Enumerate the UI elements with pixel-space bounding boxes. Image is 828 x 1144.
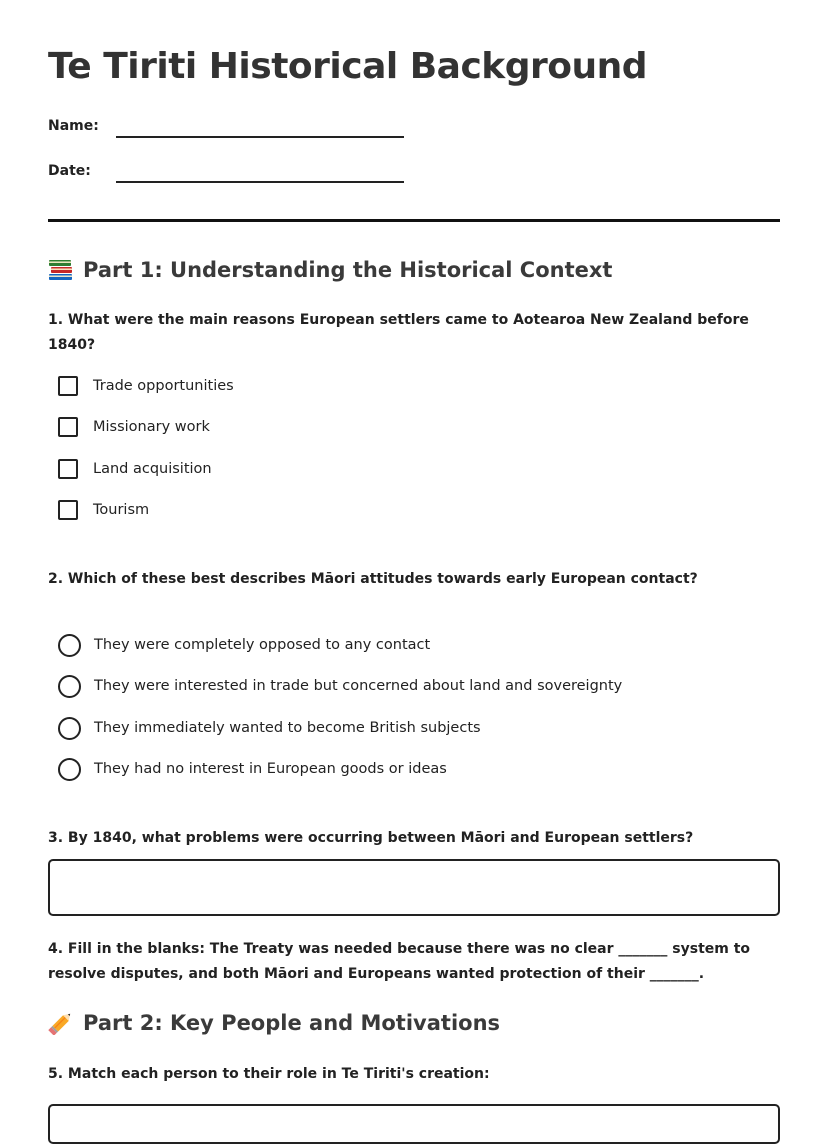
part1-heading-text: Part 1: Understanding the Historical Context bbox=[83, 258, 613, 282]
q1-option-2-label: Missionary work bbox=[93, 419, 210, 435]
q2-option-4-label: They had no interest in European goods or ideas bbox=[94, 761, 447, 777]
question-3: 3. By 1840, what problems were occurring between Māori and European settlers? bbox=[48, 830, 694, 846]
pencil-icon bbox=[48, 1011, 74, 1035]
part1-heading bbox=[48, 258, 612, 282]
radio-button[interactable] bbox=[58, 675, 81, 698]
q1-option-3[interactable] bbox=[58, 457, 212, 481]
question-1: 1. What were the main reasons European settlers came to Aotearoa New Zealand before 1840? bbox=[48, 312, 749, 353]
date-input-line[interactable] bbox=[116, 181, 404, 183]
q2-option-1[interactable] bbox=[58, 633, 430, 657]
part2-heading bbox=[48, 1011, 500, 1035]
q2-option-4[interactable] bbox=[58, 757, 447, 781]
q2-option-3[interactable] bbox=[58, 716, 481, 740]
q1-option-1-label: Trade opportunities bbox=[93, 378, 234, 394]
radio-button[interactable] bbox=[58, 634, 81, 657]
name-input-line[interactable] bbox=[116, 136, 404, 138]
header-divider bbox=[48, 219, 780, 222]
question-4: 4. Fill in the blanks: The Treaty was needed because there was no clear _______ system to resolve disputes, and both Māori and Europeans wanted protection of their _______. bbox=[48, 941, 751, 982]
q1-option-1[interactable] bbox=[58, 374, 234, 398]
name-label: Name: bbox=[48, 118, 99, 134]
books-icon bbox=[48, 258, 74, 282]
q1-option-4[interactable] bbox=[58, 498, 149, 522]
radio-button[interactable] bbox=[58, 717, 81, 740]
q1-option-3-label: Land acquisition bbox=[93, 461, 212, 477]
q3-answer-box[interactable] bbox=[48, 859, 780, 916]
name-field[interactable] bbox=[48, 118, 408, 142]
question-2: 2. Which of these best describes Māori attitudes towards early European contact? bbox=[48, 571, 698, 587]
radio-button[interactable] bbox=[58, 758, 81, 781]
worksheet-title: Te Tiriti Historical Background bbox=[48, 46, 648, 87]
date-field[interactable] bbox=[48, 163, 408, 187]
checkbox[interactable] bbox=[58, 376, 78, 396]
q2-option-2-label: They were interested in trade but concerned about land and sovereignty bbox=[94, 678, 623, 694]
date-label: Date: bbox=[48, 163, 91, 179]
part2-heading-text: Part 2: Key People and Motivations bbox=[83, 1011, 501, 1035]
q1-option-4-label: Tourism bbox=[93, 502, 150, 518]
q2-option-1-label: They were completely opposed to any contact bbox=[94, 637, 431, 653]
q2-option-3-label: They immediately wanted to become British subjects bbox=[94, 720, 481, 736]
q1-option-2[interactable] bbox=[58, 415, 210, 439]
q2-option-2[interactable] bbox=[58, 674, 622, 698]
checkbox[interactable] bbox=[58, 459, 78, 479]
question-5: 5. Match each person to their role in Te Tiriti's creation: bbox=[48, 1066, 490, 1082]
checkbox[interactable] bbox=[58, 500, 78, 520]
q5-matching-box[interactable] bbox=[48, 1104, 780, 1144]
checkbox[interactable] bbox=[58, 417, 78, 437]
